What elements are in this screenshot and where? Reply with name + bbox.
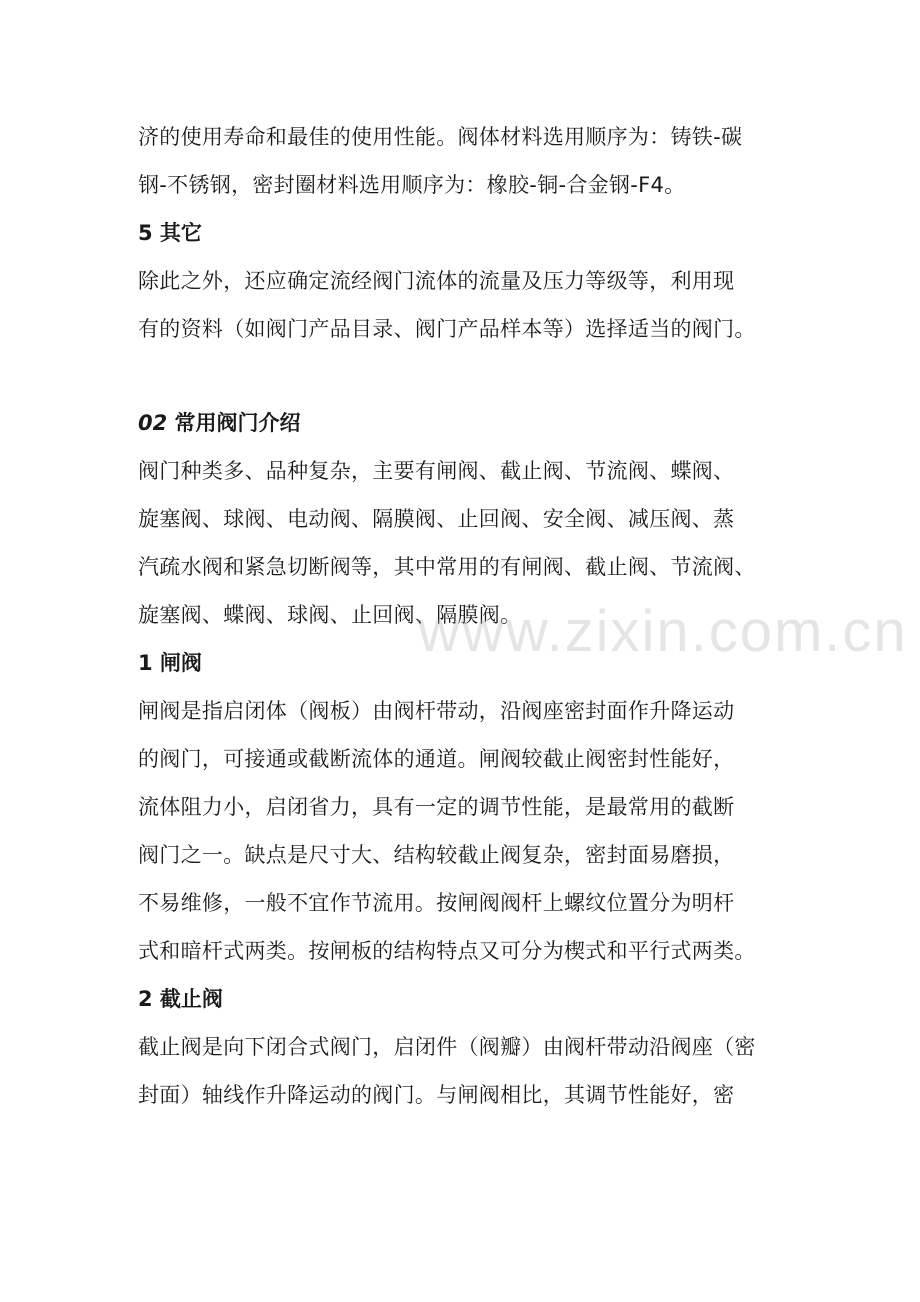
document-body: [138, 113, 788, 1119]
section-spacer: [138, 353, 788, 399]
section-heading-globe-valve: 2 截止阀: [138, 987, 223, 1011]
watermark: www.zixin.com.cn: [418, 599, 908, 664]
paragraph-line: 钢-不锈钢，密封圈材料选用顺序为：橡胶-铜-合金钢-F4。: [138, 173, 686, 197]
chapter-title: 常用阀门介绍: [174, 411, 301, 435]
paragraph-line: 有的资料（如阀门产品目录、阀门产品样本等）选择适当的阀门。: [138, 317, 756, 341]
chapter-heading-common-valves: [138, 399, 788, 447]
paragraph-line: 阀门种类多、品种复杂，主要有闸阀、截止阀、节流阀、蝶阀、: [138, 459, 735, 483]
paragraph-line: 旋塞阀、蝶阀、球阀、止回阀、隔膜阀。: [138, 603, 522, 627]
paragraph-line: 式和暗杆式两类。按闸板的结构特点又可分为楔式和平行式两类。: [138, 939, 756, 963]
paragraph-line: 流体阻力小，启闭省力，具有一定的调节性能，是最常用的截断: [138, 795, 735, 819]
chapter-number: 02: [138, 411, 168, 435]
paragraph-line: 汽疏水阀和紧急切断阀等，其中常用的有闸阀、截止阀、节流阀、: [138, 555, 756, 579]
paragraph-line: 阀门之一。缺点是尺寸大、结构较截止阀复杂，密封面易磨损，: [138, 843, 735, 867]
paragraph-line: 的阀门，可接通或截断流体的通道。闸阀较截止阀密封性能好，: [138, 747, 735, 771]
paragraph-line: 截止阀是向下闭合式阀门，启闭件（阀瓣）由阀杆带动沿阀座（密: [138, 1035, 756, 1059]
paragraph-line: 闸阀是指启闭体（阀板）由阀杆带动，沿阀座密封面作升降运动: [138, 699, 735, 723]
paragraph-line: 旋塞阀、球阀、电动阀、隔膜阀、止回阀、安全阀、减压阀、蒸: [138, 507, 735, 531]
section-heading-gate-valve: 1 闸阀: [138, 651, 202, 675]
section-heading-other: 5 其它: [138, 221, 202, 245]
paragraph-line: 济的使用寿命和最佳的使用性能。阀体材料选用顺序为：铸铁-碳: [138, 125, 743, 149]
paragraph-line: 不易维修，一般不宜作节流用。按闸阀阀杆上螺纹位置分为明杆: [138, 891, 735, 915]
paragraph-line: 除此之外，还应确定流经阀门流体的流量及压力等级等，利用现: [138, 269, 735, 293]
paragraph-line: 封面）轴线作升降运动的阀门。与闸阀相比，其调节性能好，密: [138, 1083, 735, 1107]
